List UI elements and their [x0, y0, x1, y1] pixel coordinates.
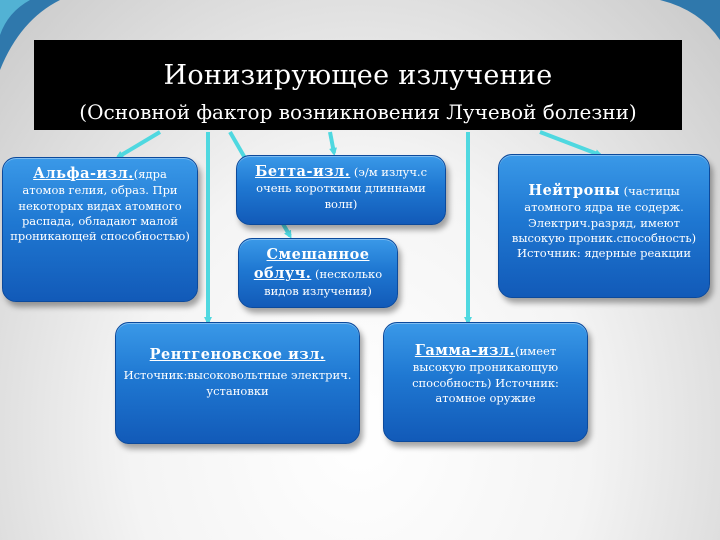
beta-note: (э/м излуч.с — [350, 165, 428, 179]
page-subtitle: (Основной фактор возникновения Лучевой болезни) — [79, 100, 637, 124]
gamma-radiation-box — [383, 322, 588, 442]
alpha-heading: Альфа-изл. — [33, 165, 134, 182]
page-title: Ионизирующее излучение — [163, 60, 553, 91]
beta-heading: Бетта-изл. — [254, 163, 351, 180]
mixed-heading: Смешанное — [266, 246, 370, 263]
xray-radiation-box — [115, 322, 360, 444]
neutrons-description: атомного ядра не содерж. Электрич.разряд, имеют высокую проник.способность) Источник: ядерные реакции — [511, 200, 697, 261]
xray-description: Источник:высоковольтные электрич. установки — [123, 368, 352, 398]
alpha-description: атомов гелия, образ. При некоторых видах атомного распада, обладают малой проникающей способностью) — [10, 183, 190, 244]
gamma-heading: Гамма-изл. — [414, 342, 516, 359]
neutrons-note: (частицы — [620, 184, 680, 198]
mixed-description: видов излучения) — [264, 283, 372, 298]
beta-description: очень короткими длиннами волн) — [256, 181, 426, 211]
beta-radiation-box — [236, 155, 446, 225]
gamma-note: (имеет — [515, 344, 557, 358]
mixed-irradiation-box — [238, 238, 398, 308]
alpha-radiation-box — [2, 157, 198, 302]
gamma-description: высокую проникающую способность) Источник: атомное оружие — [412, 360, 559, 405]
neutrons-heading: Нейтроны — [528, 182, 620, 199]
alpha-note: (ядра — [133, 167, 167, 181]
mixed-heading-2: облуч. — [253, 265, 312, 283]
mixed-note: (несколько — [311, 267, 383, 282]
neutrons-box — [498, 154, 710, 298]
xray-heading: Рентгеновское изл. — [149, 346, 326, 363]
title-banner — [34, 40, 682, 130]
